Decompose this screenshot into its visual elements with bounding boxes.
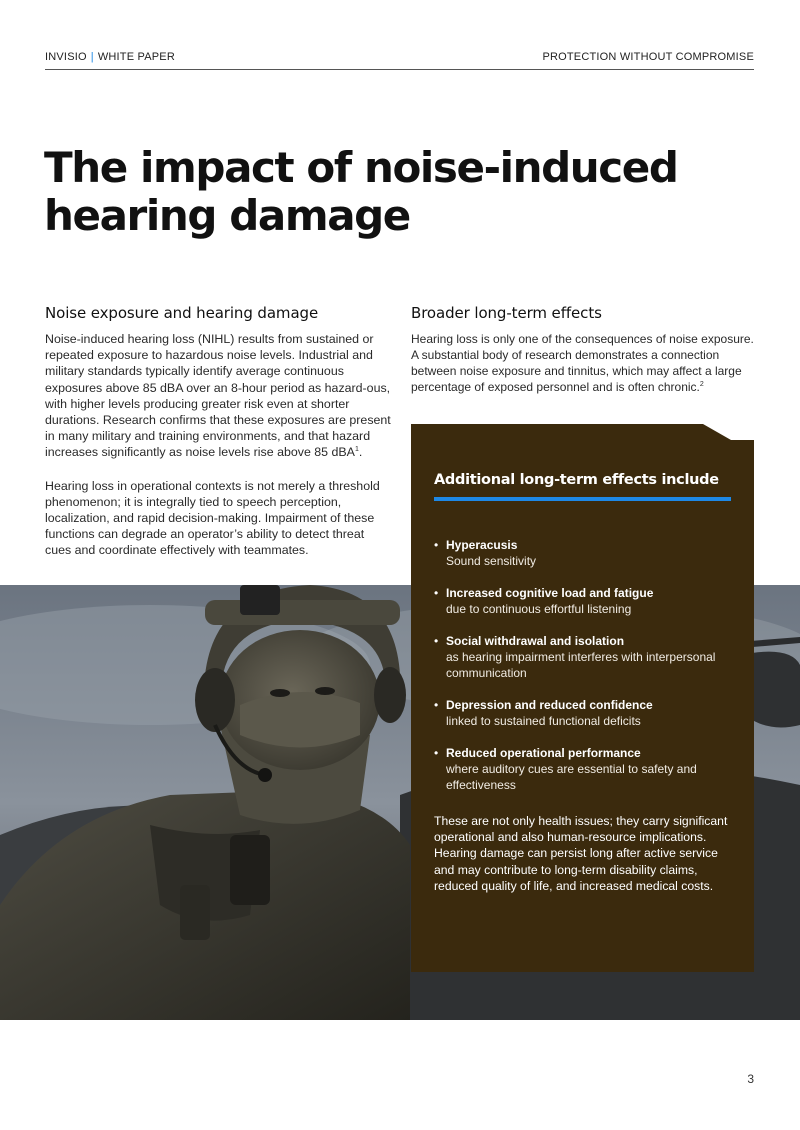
bullet-icon: • — [434, 746, 439, 760]
callout-title-rule — [434, 497, 731, 501]
right-paragraph — [411, 331, 756, 395]
bullet-icon: • — [434, 698, 439, 712]
effect-desc: due to continuous effortful listening — [446, 602, 632, 616]
left-column — [45, 304, 391, 559]
callout-summary: These are not only health issues; they carry significant operational and also human-resource implications. Hearing damage can persist long after active service and may contribute to long-term disability claims, reduced quality of life, and increased medical costs. — [434, 814, 728, 893]
header-left — [45, 51, 175, 63]
page-number: 3 — [747, 1072, 754, 1086]
effect-desc: where auditory cues are essential to safety and effectiveness — [446, 762, 697, 792]
footnote-ref-1: 1 — [354, 446, 359, 454]
page-title — [44, 144, 684, 240]
footnote-ref-2: 2 — [699, 381, 704, 389]
bullet-icon: • — [434, 586, 439, 600]
right-column — [411, 304, 756, 395]
effect-name: Social withdrawal and isolation — [446, 634, 625, 648]
left-paragraph-1-end: . — [358, 445, 363, 460]
right-section-heading: Broader long-term effects — [411, 304, 602, 322]
header-brand: INVISIO — [45, 51, 87, 63]
bullet-icon: • — [434, 634, 439, 648]
right-paragraph-text: Hearing loss is only one of the consequences of noise exposure. A substantial body of research demonstrates a connection between noise exposure and tinnitus, which may affect a large percentage of exposed personnel and is often chronic. — [411, 332, 754, 395]
effect-desc: linked to sustained functional deficits — [446, 714, 641, 728]
list-item — [434, 633, 734, 681]
list-item — [434, 697, 734, 729]
left-paragraph-1-text: Noise-induced hearing loss (NIHL) results from sustained or repeated exposure to hazardous noise levels. Industrial and military standards typically identify average continuous exposures above 85 dBA over an 8-hour period as hazard-ous, with higher levels producing greater risk even at shorter durations. Research confirms that these exposures are present in many military and training environments, and that hazard increases significantly as noise levels rise above 85 dBA — [45, 332, 391, 460]
header-doc-type: WHITE PAPER — [97, 51, 175, 63]
effect-name: Reduced operational performance — [446, 746, 641, 760]
effect-name: Depression and reduced confidence — [446, 698, 653, 712]
list-item — [434, 585, 734, 617]
title-line-1: The impact of noise-induced — [44, 143, 678, 192]
effect-name: Increased cognitive load and fatigue — [446, 586, 654, 600]
callout-title: Additional long-term effects include — [434, 472, 719, 488]
header-separator: | — [90, 51, 94, 63]
left-paragraph-1 — [45, 331, 391, 461]
list-item — [434, 745, 734, 793]
effect-name: Hyperacusis — [446, 538, 518, 552]
left-paragraph-2: Hearing loss in operational contexts is not merely a threshold phenomenon; it is integrally tied to speech perception, localization, and rapid decision-making. Impairment of these functions can degrade an operator’s ability to detect threat cues and coordinate effectively with teammates. — [45, 478, 380, 558]
header-tagline: PROTECTION WITHOUT COMPROMISE — [542, 51, 754, 63]
list-item — [434, 537, 734, 569]
callout-content — [434, 472, 734, 894]
long-term-effects-callout — [411, 424, 754, 972]
effect-desc: Sound sensitivity — [446, 554, 537, 568]
title-line-2: hearing damage — [44, 191, 410, 240]
effect-desc: as hearing impairment interferes with interpersonal communication — [446, 650, 716, 680]
effects-list — [434, 537, 734, 793]
left-section-heading: Noise exposure and hearing damage — [45, 304, 319, 322]
bullet-icon: • — [434, 538, 439, 552]
page-header — [45, 51, 754, 70]
